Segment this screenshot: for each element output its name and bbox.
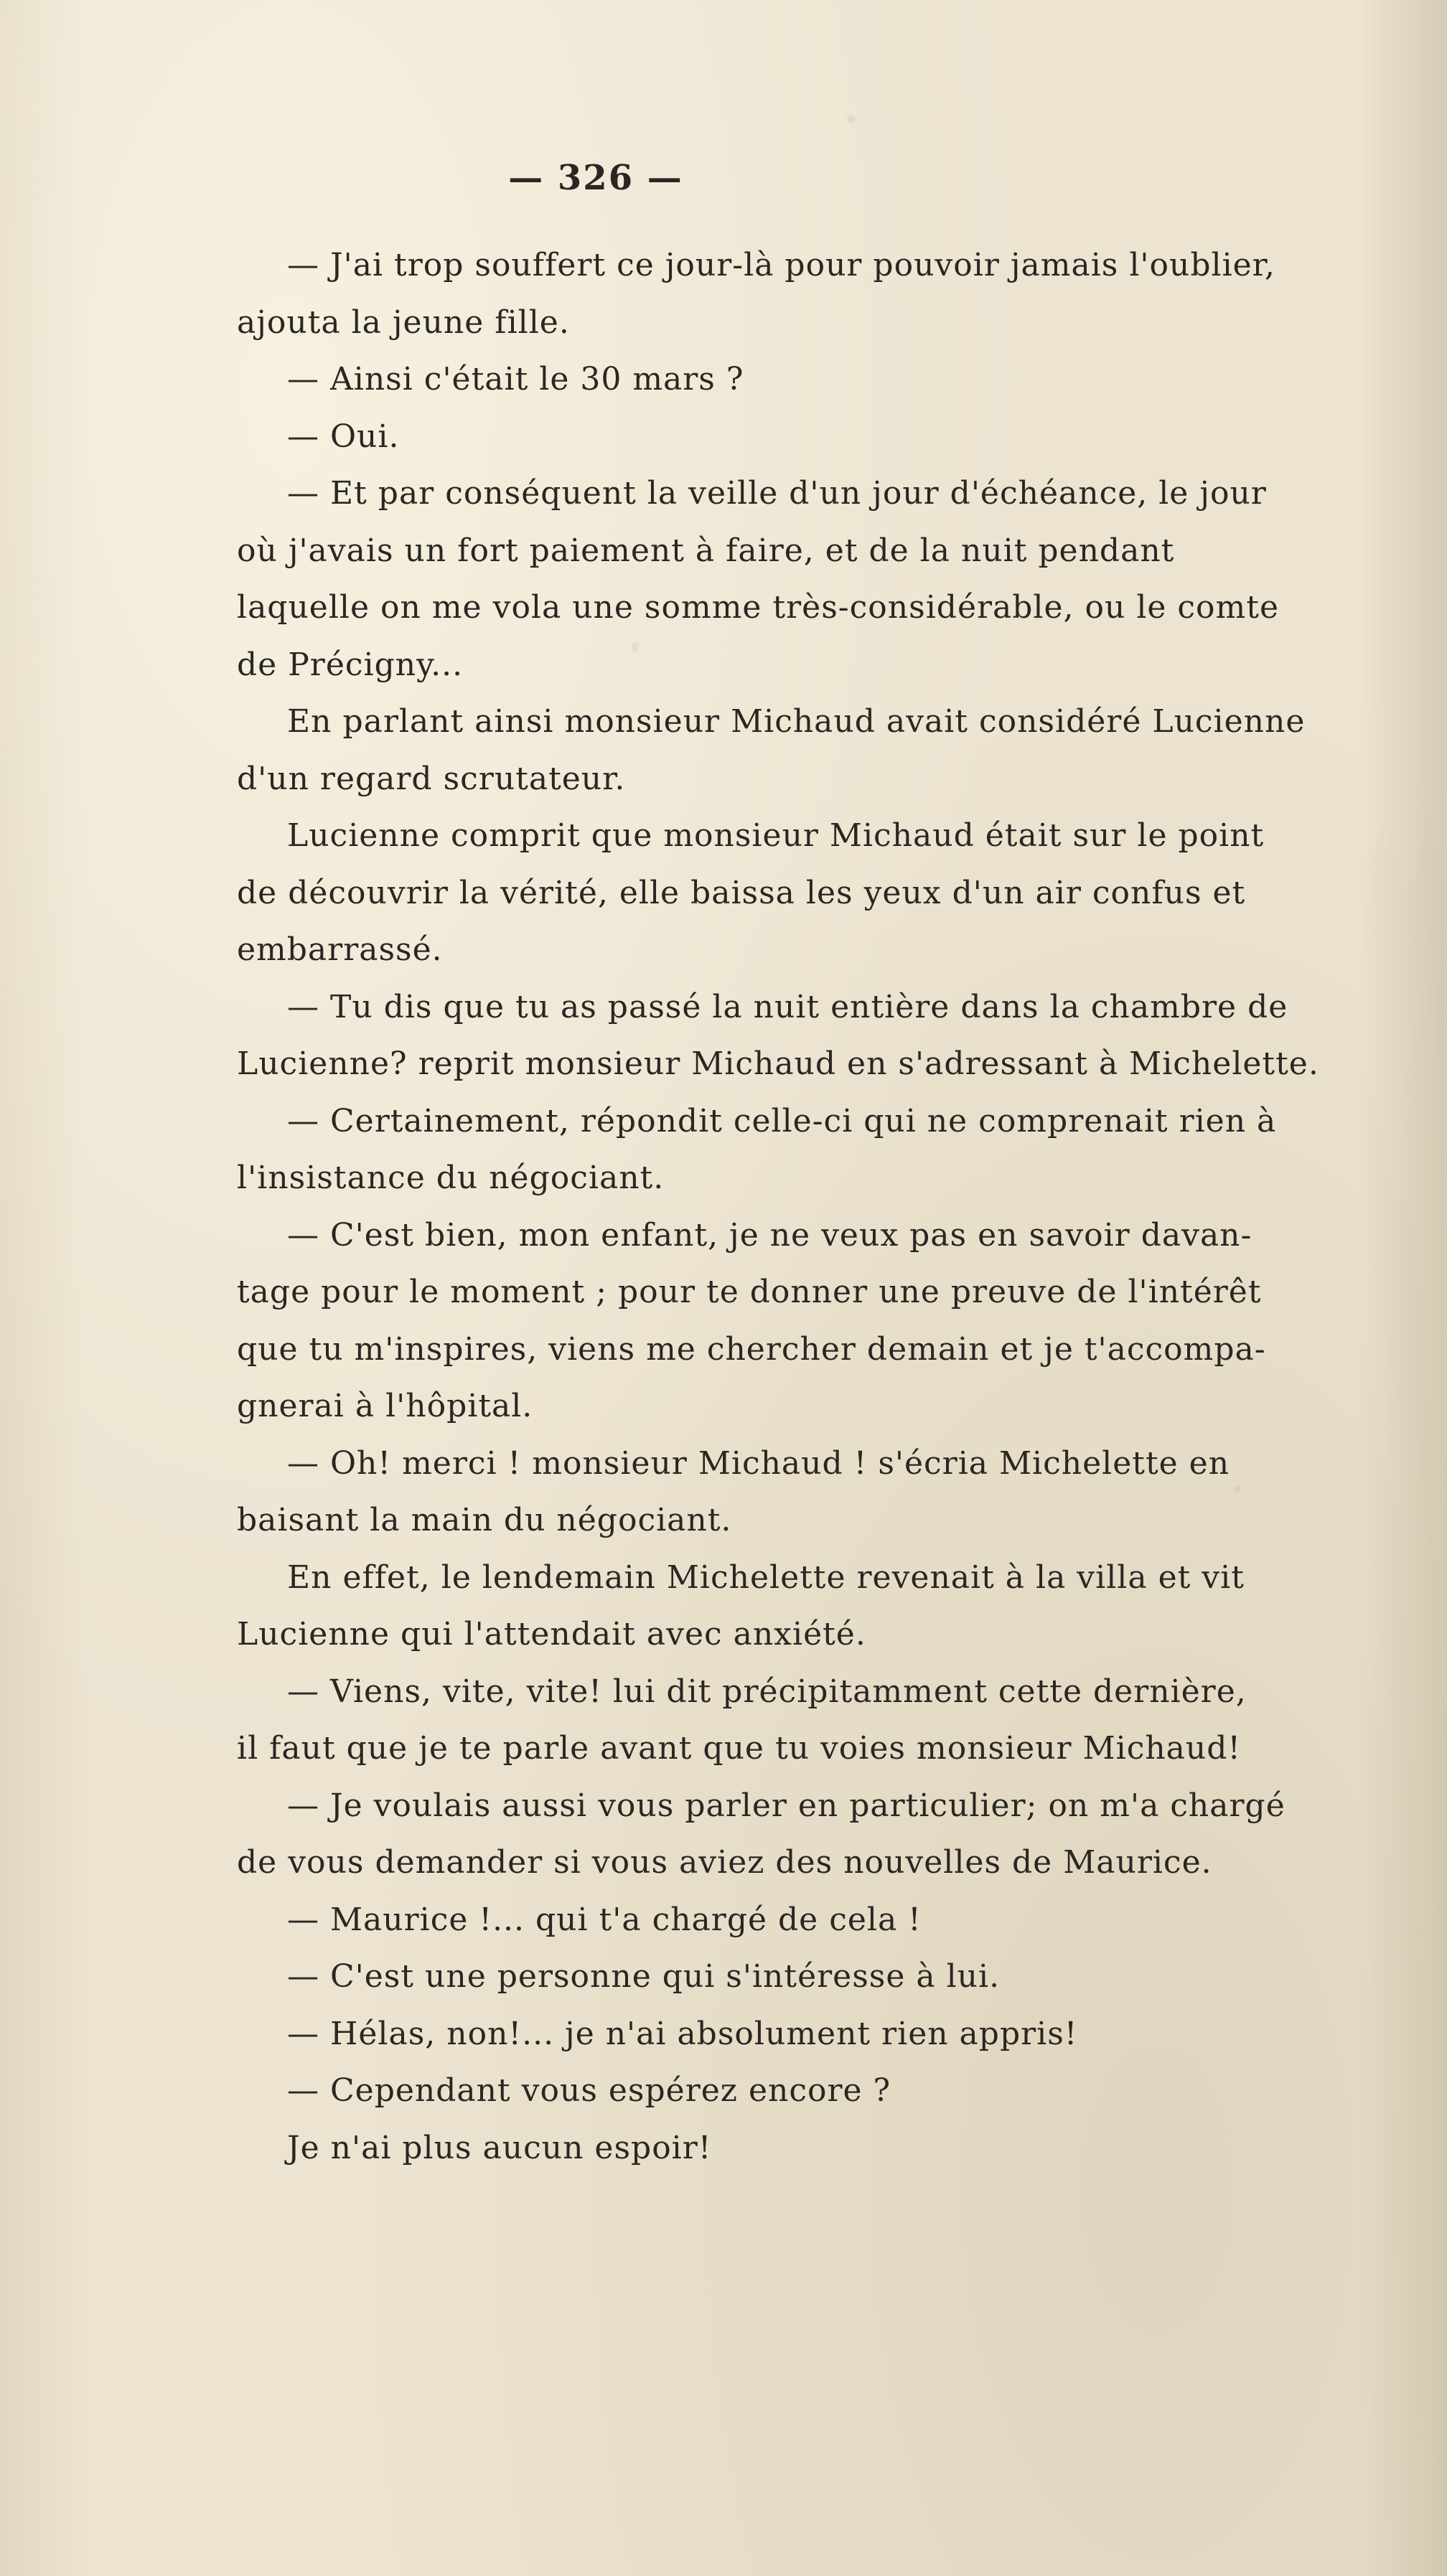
text-line-content: — J'ai trop souffert ce jour-là pour pouvoir jamais l'oublier,	[287, 247, 1275, 283]
text-line-content: baisant la main du négociant.	[237, 1502, 732, 1538]
text-line	[237, 921, 1428, 979]
text-line-content: — Et par conséquent la veille d'un jour d'échéance, le jour	[287, 475, 1267, 512]
text-line-content: l'insistance du négociant.	[237, 1160, 665, 1196]
text-line-content: de découvrir la vérité, elle baissa les yeux d'un air confus et	[237, 874, 1246, 911]
text-line	[237, 1492, 1428, 1549]
text-line	[237, 1264, 1428, 1321]
text-line-content: tage pour le moment ; pour te donner une preuve de l'intérêt	[237, 1274, 1262, 1310]
text-line-content: — Tu dis que tu as passé la nuit entière dans la chambre de	[287, 988, 1288, 1025]
text-line	[237, 1948, 1428, 2006]
text-line	[237, 1093, 1428, 1150]
text-line	[237, 751, 1428, 808]
text-line-content: ajouta la jeune fille.	[237, 304, 570, 341]
paper-speck	[847, 115, 856, 123]
text-line	[237, 693, 1428, 751]
text-line	[237, 1606, 1428, 1663]
text-line-content: — C'est une personne qui s'intéresse à lui.	[287, 1958, 1001, 1995]
text-line-content: Lucienne? reprit monsieur Michaud en s'adressant à Michelette.	[237, 1045, 1319, 1082]
text-line	[237, 2120, 1428, 2177]
text-line-content: où j'avais un fort paiement à faire, et de la nuit pendant	[237, 532, 1175, 569]
text-line	[237, 1321, 1428, 1378]
text-line-content: — Ainsi c'était le 30 mars ?	[287, 361, 744, 398]
text-line	[237, 1891, 1428, 1949]
text-line	[237, 979, 1428, 1036]
text-line-content: — Cependant vous espérez encore ?	[287, 2072, 891, 2109]
text-line-content: — C'est bien, mon enfant, je ne veux pas en savoir davan-	[287, 1216, 1252, 1254]
text-line	[237, 351, 1428, 408]
text-line	[237, 2006, 1428, 2063]
text-line-content: — Hélas, non!... je n'ai absolument rien appris!	[287, 2015, 1078, 2052]
text-line-content: — Certainement, répondit celle-ci qui ne comprenait rien à	[287, 1102, 1277, 1139]
text-line	[237, 636, 1428, 694]
text-line	[237, 807, 1428, 865]
text-line	[237, 465, 1428, 522]
page-text	[237, 237, 1428, 2176]
text-line-content: En parlant ainsi monsieur Michaud avait considéré Lucienne	[287, 703, 1306, 740]
text-line	[237, 1720, 1428, 1777]
text-line-content: — Oh! merci ! monsieur Michaud ! s'écria Michelette en	[287, 1444, 1230, 1482]
text-line	[237, 1035, 1428, 1093]
text-line-content: Lucienne qui l'attendait avec anxiété.	[237, 1616, 866, 1653]
text-line-content: — Je voulais aussi vous parler en particulier; on m'a chargé	[287, 1787, 1286, 1824]
text-line	[237, 1777, 1428, 1835]
text-line-content: Lucienne comprit que monsieur Michaud était sur le point	[287, 817, 1265, 854]
text-line-content: gnerai à l'hôpital.	[237, 1388, 533, 1424]
text-line-content: laquelle on me vola une somme très-considérable, ou le comte	[237, 589, 1279, 626]
text-line-content: de Précigny...	[237, 646, 464, 683]
page-number: — 326 —	[508, 158, 683, 198]
text-line-content: — Oui.	[287, 418, 400, 455]
text-line	[237, 579, 1428, 636]
text-line-content: — Viens, vite, vite! lui dit précipitamment cette dernière,	[287, 1673, 1247, 1710]
text-line	[237, 237, 1428, 294]
text-line	[237, 1150, 1428, 1207]
text-line-content: de vous demander si vous aviez des nouvelles de Maurice.	[237, 1844, 1212, 1881]
text-line	[237, 294, 1428, 352]
text-line	[237, 1549, 1428, 1607]
text-line-content: que tu m'inspires, viens me chercher demain et je t'accompa-	[237, 1330, 1266, 1368]
text-line-content: En effet, le lendemain Michelette revenait à la villa et vit	[287, 1559, 1245, 1596]
text-line	[237, 865, 1428, 922]
text-line-content: d'un regard scrutateur.	[237, 760, 626, 797]
text-line	[237, 1435, 1428, 1493]
text-line-content: il faut que je te parle avant que tu voies monsieur Michaud!	[237, 1730, 1242, 1767]
text-line	[237, 1834, 1428, 1891]
text-line	[237, 2062, 1428, 2120]
text-line	[237, 522, 1428, 580]
text-line	[237, 1207, 1428, 1264]
text-line	[237, 408, 1428, 466]
text-line	[237, 1663, 1428, 1721]
text-line-content: — Maurice !... qui t'a chargé de cela !	[287, 1901, 922, 1938]
text-line	[237, 1378, 1428, 1435]
text-line-content: Je n'ai plus aucun espoir!	[287, 2129, 712, 2166]
text-line-content: embarrassé.	[237, 931, 443, 968]
